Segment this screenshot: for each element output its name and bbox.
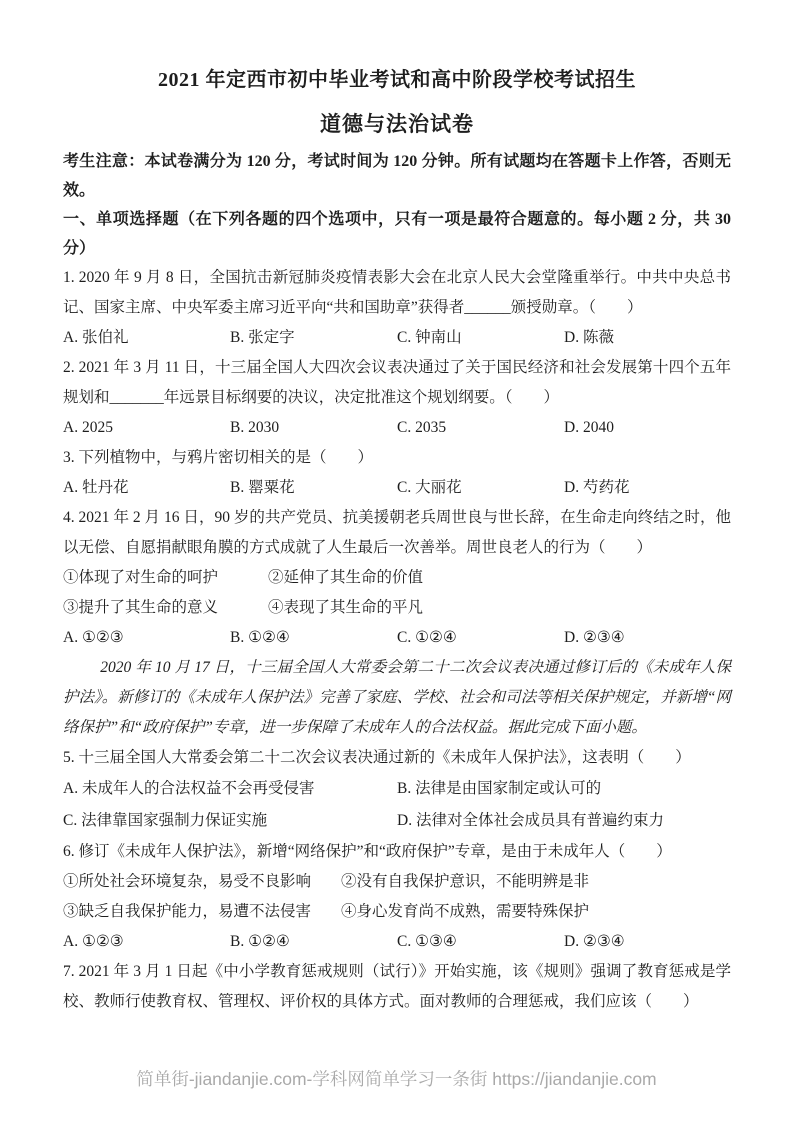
question-2-options [63,413,731,443]
candidate-notice: 考生注意：本试卷满分为 120 分，考试时间为 120 分钟。所有试题均在答题卡上作答，否则无效。 [63,153,731,199]
option-b: B. ①②④ [230,933,290,950]
option-c: C. 大丽花 [397,479,462,496]
option-c: C. ①③④ [397,933,457,950]
option-b: B. ①②④ [230,629,290,646]
statement-4: ④表现了其生命的平凡 [268,599,424,616]
option-a: A. 2025 [63,419,113,436]
question-6 [63,837,731,957]
question-5-options [63,773,731,837]
statement-1: ①体现了对生命的呵护 [63,569,219,586]
question-6-options [63,927,731,957]
option-b: B. 2030 [230,419,280,436]
question-2 [63,353,731,443]
question-5 [63,743,731,837]
question-1 [63,263,731,353]
page-subtitle: 道德与法治试卷 [320,112,474,136]
option-d: D. ②③④ [564,933,625,950]
question-3-stem: 3. 下列植物中，与鸦片密切相关的是（ ） [63,449,374,466]
question-6-statements [63,867,731,927]
option-a: A. 张伯礼 [63,329,129,346]
statement-3: ③提升了其生命的意义 [63,599,219,616]
option-c: C. 2035 [397,419,447,436]
question-4-stem: 4. 2021 年 2 月 16 日，90 岁的共产党员、抗美援朝老兵周世良与世长辞，在生命走向终结之时，他以无偿、自愿捐献眼角膜的方式成就了人生最后一次善举。周世良老人的行为（ ） [63,509,731,556]
section-heading: 一、单项选择题（在下列各题的四个选项中，只有一项是最符合题意的。每小题 2 分，共 30 分） [63,211,731,257]
question-4-options [63,623,731,653]
statement-2: ②没有自我保护意识，不能明辨是非 [341,873,590,890]
question-1-stem: 1. 2020 年 9 月 8 日，全国抗击新冠肺炎疫情表影大会在北京人民大会堂隆重举行。中共中央总书记、国家主席、中央军委主席习近平向“共和国助章”获得者______颁授勋章。（ ） [63,269,731,316]
question-4 [63,503,731,653]
reading-passage: 2020 年 10 月 17 日，十三届全国人大常委会第二十二次会议表决通过修订后的《未成年人保护法》。新修订的《未成年人保护法》完善了家庭、学校、社会和司法等相关保护规定，并新增“网络保护”和“政府保护”专章，进一步保障了未成年人的合法权益。据此完成下面小题。 [63,659,731,736]
option-a: A. ①②③ [63,629,124,646]
option-d: D. 2040 [564,419,614,436]
option-d: D. 陈薇 [564,329,614,346]
question-3-options [63,473,731,503]
question-3 [63,443,731,503]
statement-2: ②延伸了其生命的价值 [268,569,424,586]
option-c: C. 钟南山 [397,329,462,346]
option-d: D. 法律对全体社会成员具有普遍约束力 [397,812,664,829]
statement-1: ①所处社会环境复杂，易受不良影响 [63,873,312,890]
option-a: A. 牡丹花 [63,479,129,496]
question-1-options [63,323,731,353]
option-b: B. 法律是由国家制定或认可的 [397,780,602,797]
option-b: B. 罂粟花 [230,479,295,496]
option-d: D. 芍药花 [564,479,630,496]
watermark-footer: 简单街-jiandanjie.com-学科网简单学习一条街 https://jiandanjie.com [136,1069,657,1089]
question-5-stem: 5. 十三届全国人大常委会第二十二次会议表决通过新的《未成年人保护法》，这表明（ ） [63,749,691,766]
question-7 [63,957,731,1017]
question-2-stem: 2. 2021 年 3 月 11 日，十三届全国人大四次会议表决通过了关于国民经济和社会发展第十四个五年规划和_______年远景目标纲要的决议，决定批准这个规划纲要。（ ） [63,359,731,406]
page-title: 2021 年定西市初中毕业考试和高中阶段学校考试招生 [158,69,636,91]
question-7-stem: 7. 2021 年 3 月 1 日起《中小学教育惩戒规则（试行）》开始实施，该《规则》强调了教育惩戒是学校、教师行使教育权、管理权、评价权的具体方式。面对教师的合理惩戒，我们应该（ ） [63,963,731,1010]
option-c: C. ①②④ [397,629,457,646]
statement-4: ④身心发育尚不成熟，需要特殊保护 [341,903,590,920]
option-d: D. ②③④ [564,629,625,646]
option-c: C. 法律靠国家强制力保证实施 [63,812,268,829]
statement-3: ③缺乏自我保护能力，易遭不法侵害 [63,903,312,920]
option-a: A. 未成年人的合法权益不会再受侵害 [63,780,315,797]
option-a: A. ①②③ [63,933,124,950]
option-b: B. 张定字 [230,329,295,346]
question-4-statements [63,563,731,623]
question-6-stem: 6. 修订《未成年人保护法》，新增“网络保护”和“政府保护”专章，是由于未成年人（ ） [63,843,672,860]
